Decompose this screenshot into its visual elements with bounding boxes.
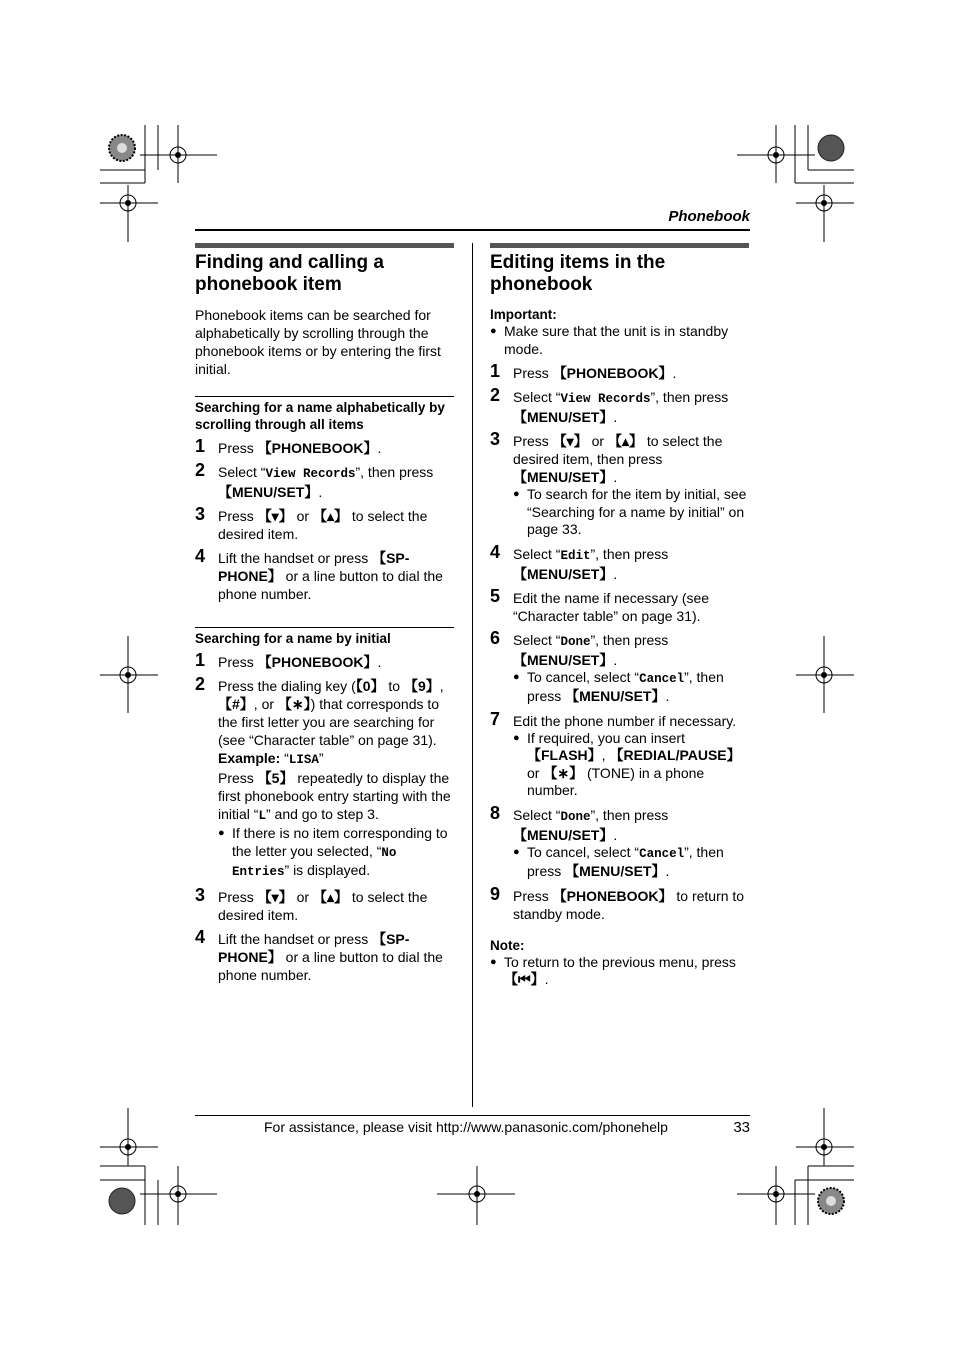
step-8: 8 Select “Done”, then press 【MENU/SET】. ● To cancel, select “Cancel”, then press 【MENU/SET】. xyxy=(490,806,749,881)
subheading-alphabetical: Searching for a name alphabetically by scrolling through all items xyxy=(195,396,454,433)
section-title: Editing items in the phonebook xyxy=(490,252,666,295)
section-bar xyxy=(195,243,454,248)
step-4: 4 Lift the handset or press 【SP-PHONE】 or a line button to dial the phone number. xyxy=(195,926,443,983)
step-2: 2 Press the dialing key (【0】 to 【9】, 【#】, or 【∗】) that corresponds to the first letter you are searching for (see “Character table” on page 31). Example: “LISA” Press 【5】 repeatedly to display the first phonebook entry starting with the initial “L” and go to step 3. ● If there is no item corresponding to the letter you selected, “No Entries” is displayed. xyxy=(195,677,454,882)
step-1: 1 Press 【PHONEBOOK】. xyxy=(490,361,677,381)
subheading-initial: Searching for a name by initial xyxy=(195,627,454,647)
bullet-note: ● To cancel, select “Cancel”, then press 【MENU/SET】. xyxy=(513,668,724,704)
bullet-note: ● To search for the item by initial, see “Searching for a name by initial” on page 33. xyxy=(513,486,747,537)
right-column xyxy=(490,243,749,989)
important-label: Important: xyxy=(490,307,557,322)
header-rule xyxy=(195,229,750,231)
step-4: 4 Select “Edit”, then press 【MENU/SET】. xyxy=(490,541,669,582)
step-4: 4 Lift the handset or press 【SP-PHONE】 or a line button to dial the phone number. xyxy=(195,546,443,602)
section-bar xyxy=(490,243,749,248)
step-9: 9 Press 【PHONEBOOK】 to return to standby mode. xyxy=(490,883,745,922)
step-2: 2 Select “View Records”, then press 【MENU/SET】. xyxy=(195,460,434,500)
bullet-note: ● If required, you can insert 【FLASH】, 【REDIAL/PAUSE】 or 【∗】 (TONE) in a phone number. xyxy=(513,729,741,798)
step-3: 3 Press 【▾】 or 【▴】 to select the desired item. xyxy=(195,884,428,923)
important-bullet: ● Make sure that the unit is in standby mode. xyxy=(490,323,729,357)
step-1: 1 Press 【PHONEBOOK】. xyxy=(195,436,382,456)
left-column xyxy=(195,243,454,990)
note-label: Note: xyxy=(490,937,525,953)
step-7: 7 Edit the phone number if necessary. ● If required, you can insert 【FLASH】, 【REDIAL/PAUSE】 or 【∗】 (TONE) in a phone number. xyxy=(490,712,749,800)
step-5: 5 Edit the name if necessary (see “Character table” on page 31). xyxy=(490,585,710,624)
running-head: Phonebook xyxy=(668,208,750,225)
column-divider xyxy=(472,243,473,1107)
step-3: 3 Press 【▾】 or 【▴】 to select the desired item. xyxy=(195,504,428,542)
step-2: 2 Select “View Records”, then press 【MENU/SET】. xyxy=(490,385,729,425)
section-title: Finding and calling a phonebook item xyxy=(195,252,384,295)
bullet-note: ● If there is no item corresponding to the letter you selected, “No Entries” is displayed. xyxy=(218,825,448,879)
step-1: 1 Press 【PHONEBOOK】. xyxy=(195,650,382,670)
page-number: 33 xyxy=(733,1119,750,1136)
footer-help-text: For assistance, please visit http://www.panasonic.com/phonehelp xyxy=(264,1119,668,1135)
intro-text: Phonebook items can be searched for alphabetically by scrolling through the phonebook items or by entering the first initial. xyxy=(195,307,441,377)
step-6: 6 Select “Done”, then press 【MENU/SET】. ● To cancel, select “Cancel”, then press 【MENU/SET】. xyxy=(490,631,749,706)
note-bullet: ● To return to the previous menu, press 【⏮】. xyxy=(490,953,736,987)
step-3: 3 Press 【▾】 or 【▴】 to select the desired item, then press 【MENU/SET】. ● To search for the item by initial, see “Searching for a name by initial” on page 33. xyxy=(490,432,749,539)
footer-rule xyxy=(195,1115,750,1116)
bullet-note: ● To cancel, select “Cancel”, then press 【MENU/SET】. xyxy=(513,843,724,879)
